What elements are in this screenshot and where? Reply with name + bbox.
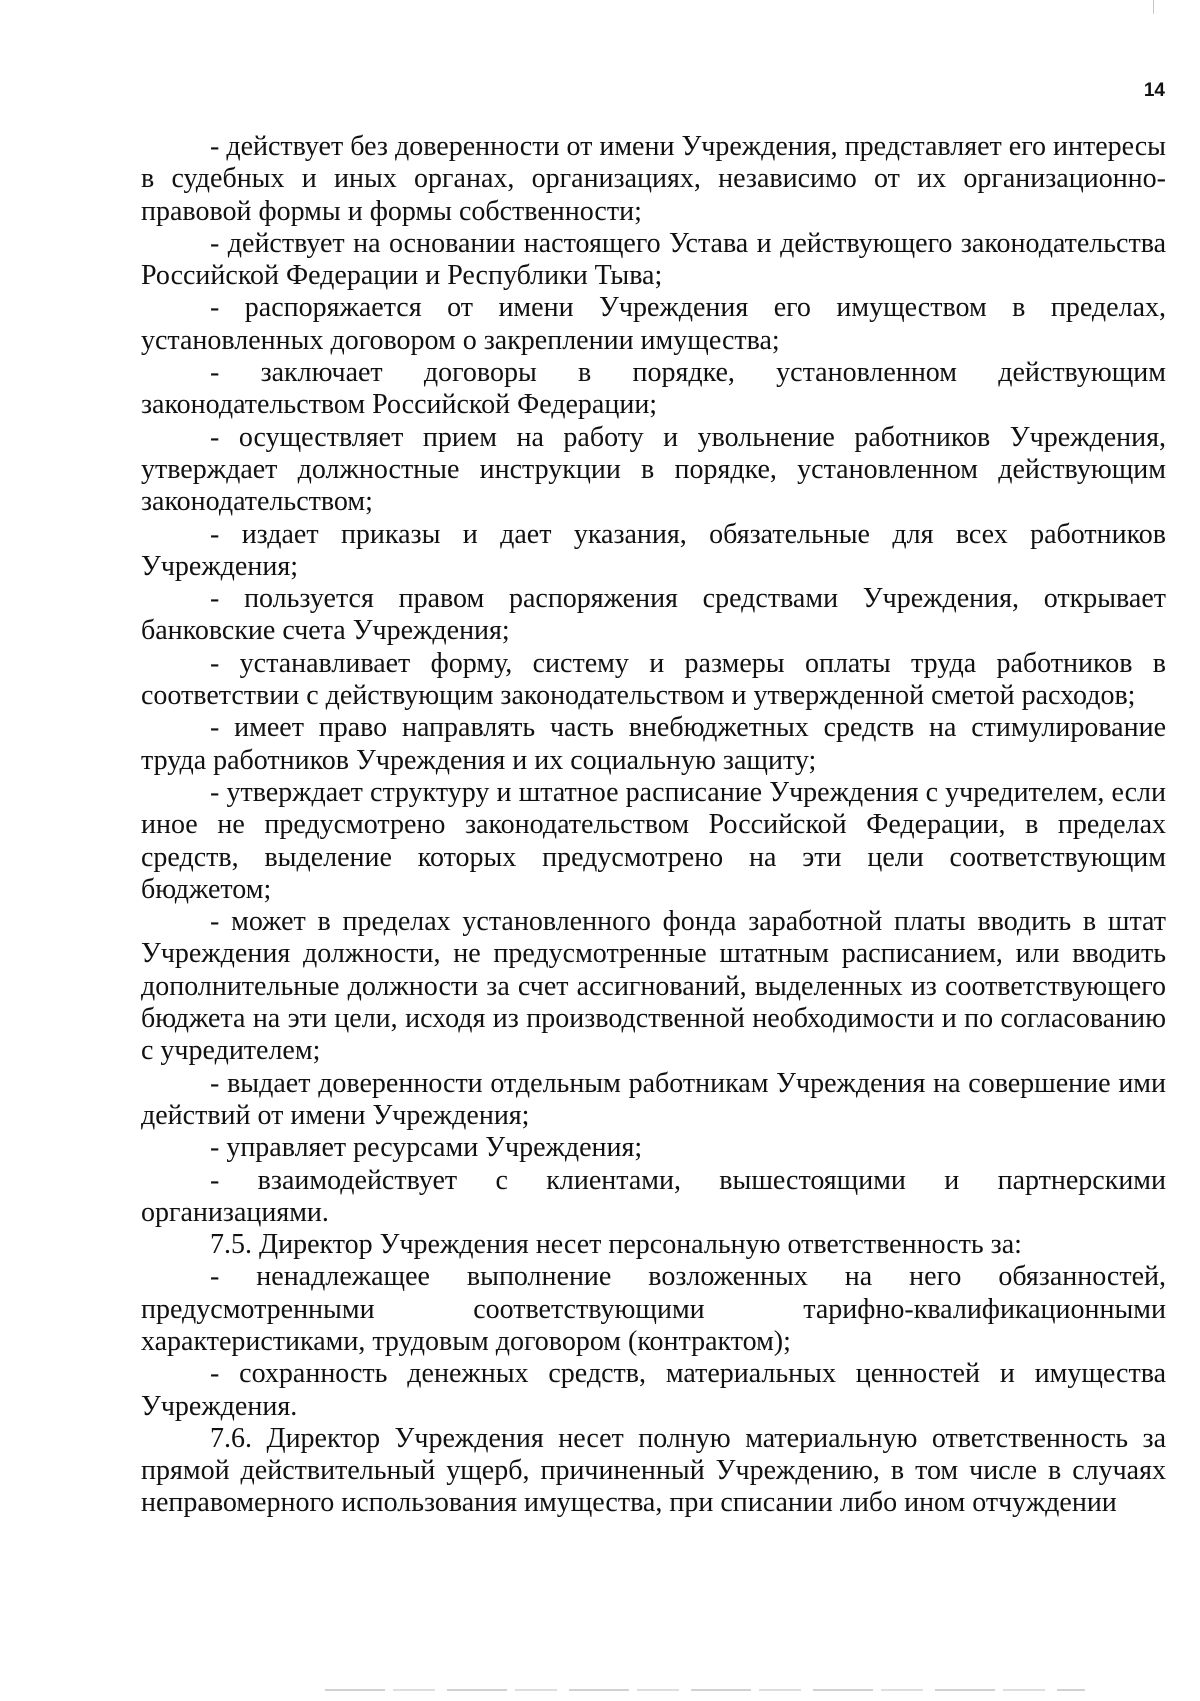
paragraph-17: - сохранность денежных средств, материальных ценностей и имущества Учреждения. — [141, 1358, 1166, 1422]
paragraph-11: - может в пределах установленного фонда заработной платы вводить в штат Учреждения должности, не предусмотренные штатным расписанием, или вводить дополнительные должности за счет ассигнований, выделенных из соответствующего бюджета на эти цели, исходя из производственной необходимости и по согласованию с учредителем; — [141, 906, 1166, 1067]
paragraph-9: - имеет право направлять часть внебюджетных средств на стимулирование труда работников Учреждения и их социальную защиту; — [141, 712, 1166, 776]
scan-edge-mark — [1153, 0, 1154, 14]
paragraph-14: - взаимодействует с клиентами, вышестоящими и партнерскими организациями. — [141, 1164, 1166, 1228]
paragraph-16: - ненадлежащее выполнение возложенных на него обязанностей, предусмотренными соответствующими тарифно-квалификационными характеристиками, трудовым договором (контрактом); — [141, 1261, 1166, 1357]
paragraph-7: - пользуется правом распоряжения средствами Учреждения, открывает банковские счета Учреждения; — [141, 583, 1166, 647]
paragraph-13: - управляет ресурсами Учреждения; — [210, 1132, 643, 1164]
document-body — [141, 131, 1166, 1520]
scan-bottom-artifact — [325, 1689, 1085, 1691]
section-7-6-paragraph: 7.6. Директор Учреждения несет полную материальную ответственность за прямой действительный ущерб, причиненный Учреждению, в том числе в случаях неправомерного использования имущества, при списании либо ином отчуждении — [141, 1422, 1166, 1519]
section-7-5-heading: 7.5. Директор Учреждения несет персональную ответственность за: — [210, 1229, 1022, 1261]
paragraph-1: - действует без доверенности от имени Учреждения, представляет его интересы в судебных и иных органах, организациях, независимо от их организационно-правовой формы и формы собственности; — [141, 131, 1166, 227]
paragraph-4: - заключает договоры в порядке, установленном действующим законодательством Российской Федерации; — [141, 357, 1166, 421]
paragraph-3: - распоряжается от имени Учреждения его имуществом в пределах, установленных договором о закреплении имущества; — [141, 292, 1166, 356]
paragraph-10: - утверждает структуру и штатное расписание Учреждения с учредителем, если иное не предусмотрено законодательством Российской Федерации, в пределах средств, выделение которых предусмотрено на эти цели соответствующим бюджетом; — [141, 776, 1166, 905]
paragraph-2: - действует на основании настоящего Устава и действующего законодательства Российской Федерации и Республики Тыва; — [141, 227, 1166, 292]
paragraph-8: - устанавливает форму, систему и размеры оплаты труда работников в соответствии с действующим законодательством и утвержденной сметой расходов; — [141, 647, 1166, 712]
paragraph-5: - осуществляет прием на работу и увольнение работников Учреждения, утверждает должностные инструкции в порядке, установленном действующим законодательством; — [141, 421, 1166, 518]
paragraph-12: - выдает доверенности отдельным работникам Учреждения на совершение ими действий от имени Учреждения; — [141, 1067, 1166, 1131]
page-number: 14 — [1143, 80, 1165, 101]
paragraph-6: - издает приказы и дает указания, обязательные для всех работников Учреждения; — [141, 518, 1166, 582]
